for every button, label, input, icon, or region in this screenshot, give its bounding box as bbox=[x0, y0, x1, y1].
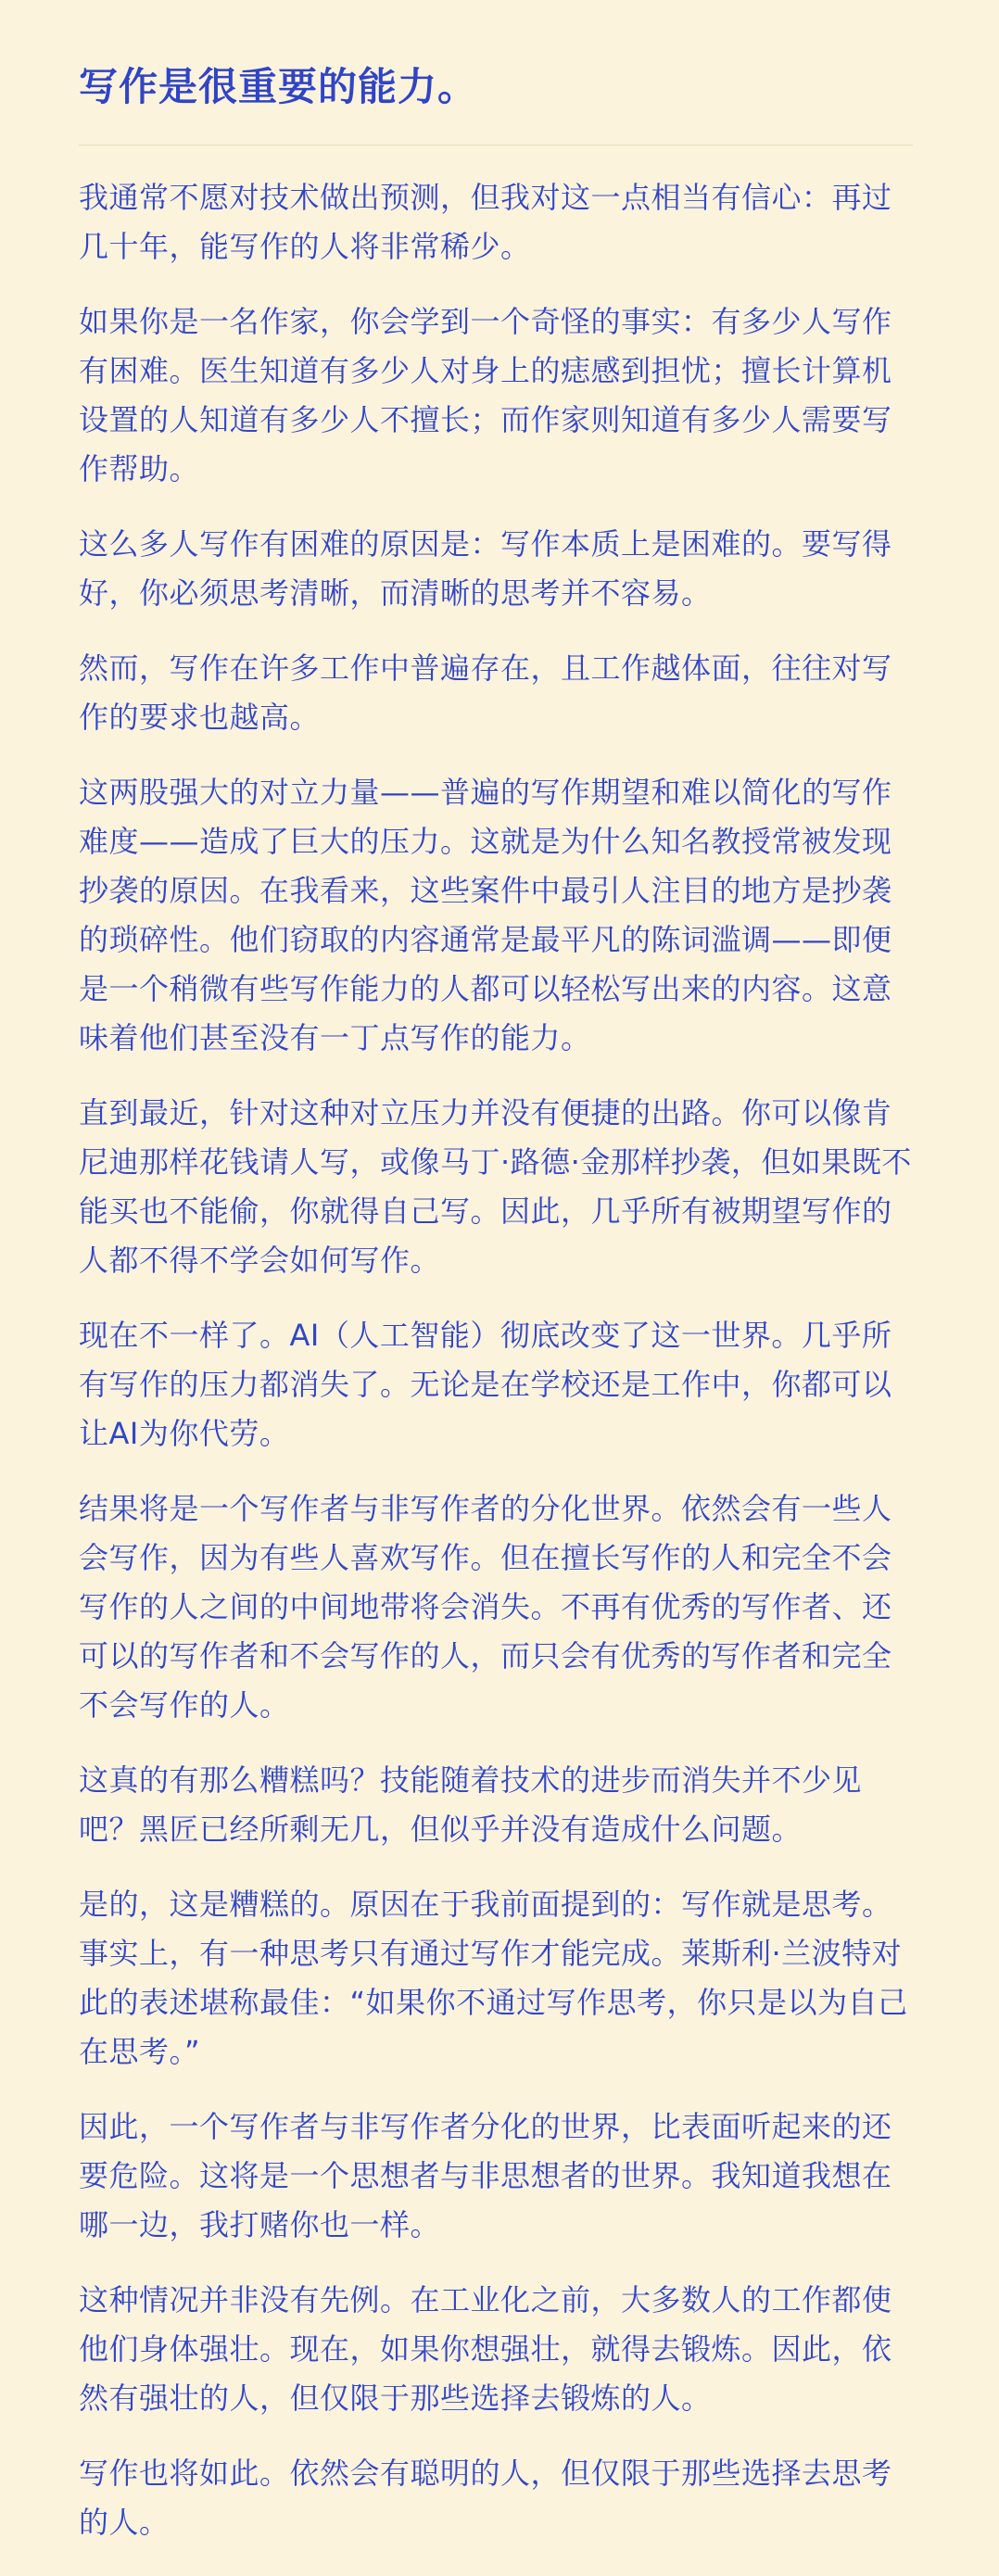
paragraph-6: 直到最近，针对这种对立压力并没有便捷的出路。你可以像肯尼迪那样花钱请人写，或像马丁·路德·金那样抄袭，但如果既不能买也不能偷，你就得自己写。因此，几乎所有被期望写作的人都不得不学会如何写作。 bbox=[79, 1095, 912, 1278]
paragraph-1: 我通常不愿对技术做出预测，但我对这一点相当有信心：再过几十年，能写作的人将非常稀少。 bbox=[79, 180, 892, 264]
paragraph-8: 结果将是一个写作者与非写作者的分化世界。依然会有一些人会写作，因为有些人喜欢写作。但在擅长写作的人和完全不会写作的人之间的中间地带将会消失。不再有优秀的写作者、还可以的写作者和不会写作的人，而只会有优秀的写作者和完全不会写作的人。 bbox=[79, 1491, 892, 1723]
paragraph-13: 写作也将如此。依然会有聪明的人，但仅限于那些选择去思考的人。 bbox=[79, 2456, 892, 2540]
paragraph-7: 现在不一样了。AI（人工智能）彻底改变了这一世界。几乎所有写作的压力都消失了。无论是在学校还是工作中，你都可以让AI为你代劳。 bbox=[79, 1318, 892, 1451]
paragraph-2: 如果你是一名作家，你会学到一个奇怪的事实：有多少人写作有困难。医生知道有多少人对身上的痣感到担忧；擅长计算机设置的人知道有多少人不擅长；而作家则知道有多少人需要写作帮助。 bbox=[79, 304, 892, 486]
paragraph-3: 这么多人写作有困难的原因是：写作本质上是困难的。要写得好，你必须思考清晰，而清晰的思考并不容易。 bbox=[79, 526, 892, 611]
paragraph-4: 然而，写作在许多工作中普遍存在，且工作越体面，往往对写作的要求也越高。 bbox=[79, 650, 892, 735]
article-title: 写作是很重要的能力。 bbox=[79, 64, 478, 109]
article-body bbox=[79, 173, 913, 2547]
paragraph-11: 因此，一个写作者与非写作者分化的世界，比表面听起来的还要危险。这将是一个思想者与非思想者的世界。我知道我想在哪一边，我打赌你也一样。 bbox=[79, 2109, 892, 2242]
paragraph-12: 这种情况并非没有先例。在工业化之前，大多数人的工作都使他们身体强壮。现在，如果你想强壮，就得去锻炼。因此，依然有强壮的人，但仅限于那些选择去锻炼的人。 bbox=[79, 2282, 892, 2416]
paragraph-5: 这两股强大的对立力量——普遍的写作期望和难以简化的写作难度——造成了巨大的压力。这就是为什么知名教授常被发现抄袭的原因。在我看来，这些案件中最引人注目的地方是抄袭的琐碎性。他们窃取的内容通常是最平凡的陈词滥调——即便是一个稍微有些写作能力的人都可以轻松写出来的内容。这意味着他们甚至没有一丁点写作的能力。 bbox=[79, 775, 892, 1055]
paragraph-9: 这真的有那么糟糕吗？技能随着技术的进步而消失并不少见吧？黑匠已经所剩无几，但似乎并没有造成什么问题。 bbox=[79, 1762, 863, 1847]
paragraph-10: 是的，这是糟糕的。原因在于我前面提到的：写作就是思考。事实上，有一种思考只有通过写作才能完成。莱斯利·兰波特对此的表述堪称最佳：“如果你不通过写作思考，你只是以为自己在思考。” bbox=[79, 1887, 908, 2069]
